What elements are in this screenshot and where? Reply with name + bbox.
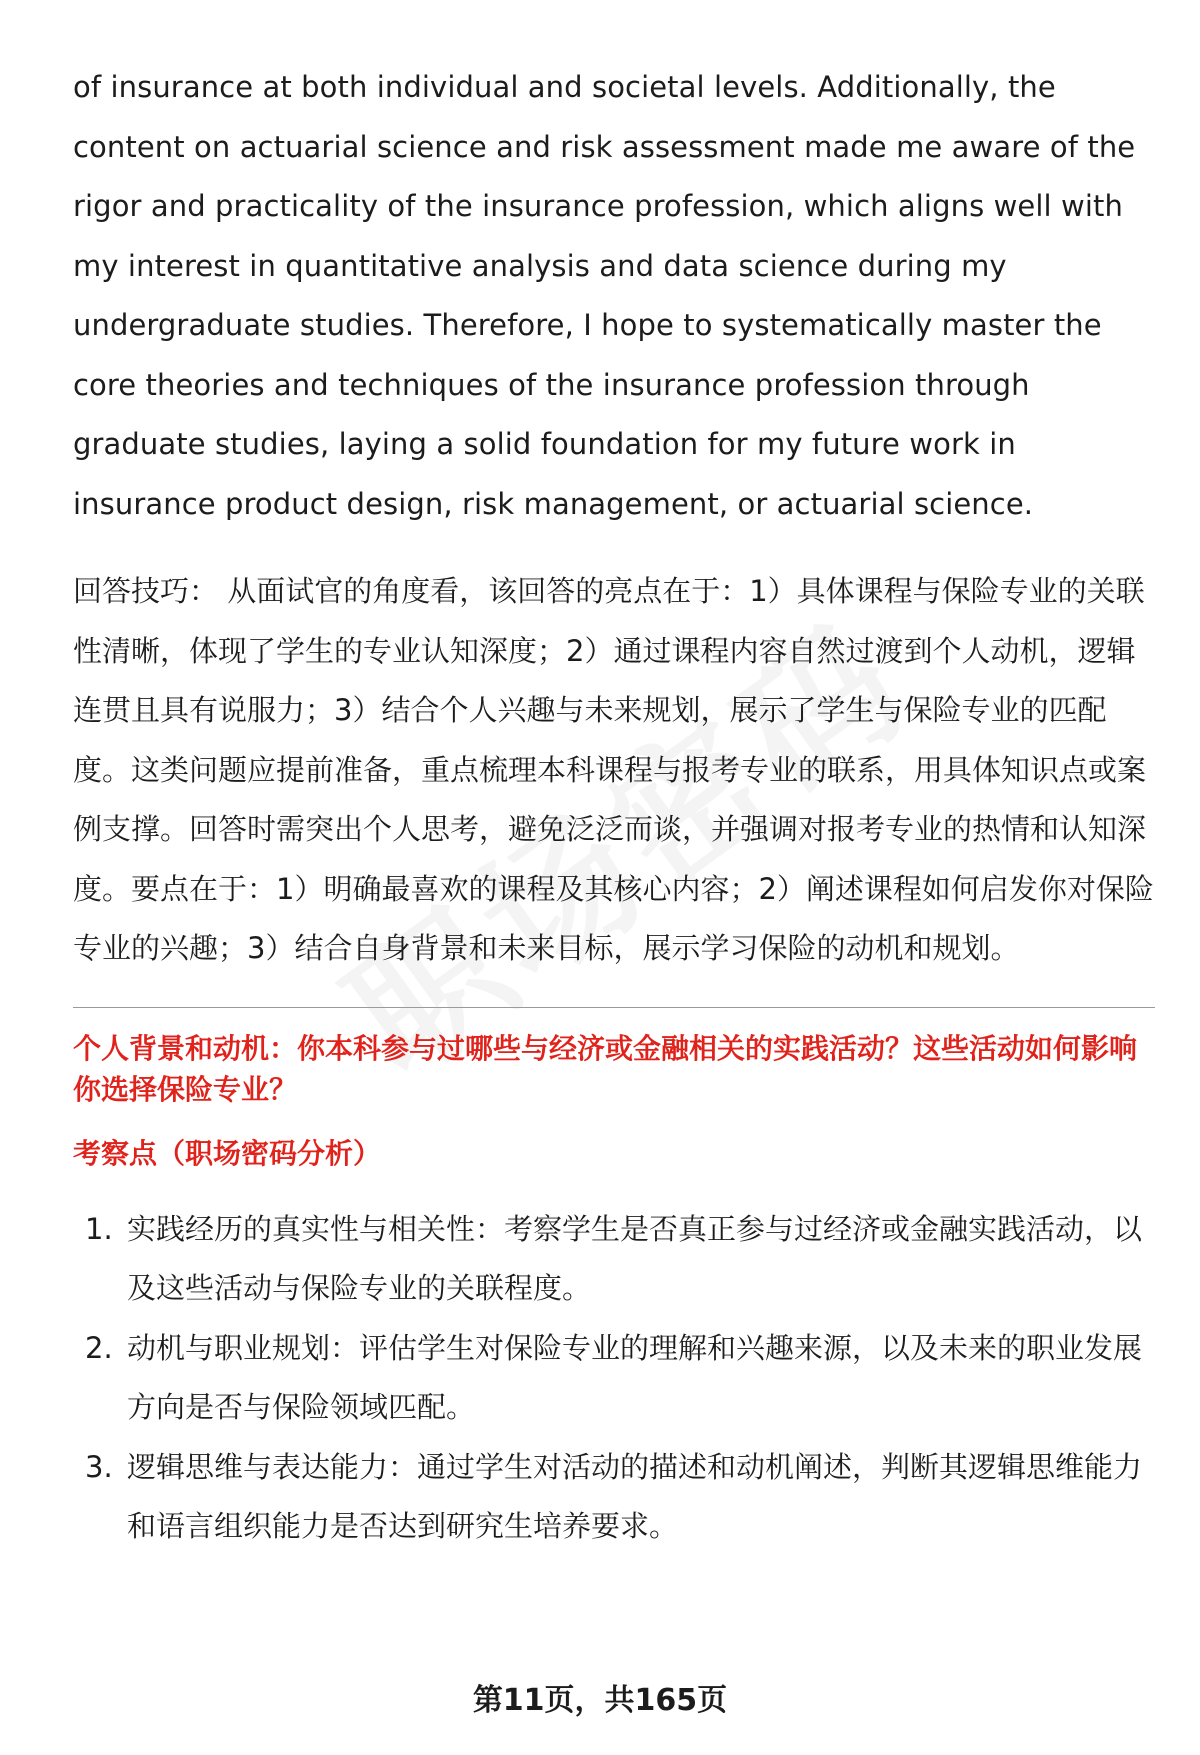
page-footer: 第11页，共165页: [472, 1683, 728, 1718]
list-item-number: 1.: [85, 1211, 113, 1246]
section-divider: [73, 1007, 1155, 1008]
answer-tip-paragraph: 回答技巧： 从面试官的角度看，该回答的亮点在于：1）具体课程与保险专业的关联性清晰，体现了学生的专业认知深度；2）通过课程内容自然过渡到个人动机，逻辑连贯且具有说服力；3）结合个人兴趣与未来规划，展示了学生与保险专业的匹配度。这类问题应提前准备，重点梳理本科课程与报考专业的联系，用具体知识点或案例支撑。回答时需突出个人思考，避免泛泛而谈，并强调对报考专业的热情和认知深度。要点在于：1）明确最喜欢的课程及其核心内容；2）阐述课程如何启发你对保险专业的兴趣；3）结合自身背景和未来目标，展示学习保险的动机和规划。: [73, 574, 1154, 965]
list-item-text: 逻辑思维与表达能力：通过学生对活动的描述和动机阐述，判断其逻辑思维能力和语言组织能力是否达到研究生培养要求。: [127, 1449, 1143, 1543]
question-heading: 个人背景和动机：你本科参与过哪些与经济或金融相关的实践活动？这些活动如何影响你选择保险专业？: [73, 1031, 1138, 1106]
page-content: [73, 58, 1155, 1557]
answer-continuation-paragraph: of insurance at both individual and societal levels. Additionally, the content on actuarial science and risk assessment made me aware of the rigor and practicality of the insurance profession, which aligns well with my interest in quantitative analysis and data science during my undergraduate studies. Therefore, I hope to systematically master the core theories and techniques of the insurance profession through graduate studies, laying a solid foundation for my future work in insurance product design, risk management, or actuarial science.: [73, 70, 1136, 521]
list-item: [73, 1200, 1155, 1319]
list-item: [73, 1438, 1155, 1557]
list-item-number: 3.: [85, 1449, 113, 1484]
list-item-text: 实践经历的真实性与相关性：考察学生是否真正参与过经济或金融实践活动，以及这些活动与保险专业的关联程度。: [127, 1211, 1143, 1305]
list-item: [73, 1319, 1155, 1438]
evaluation-subheading: 考察点（职场密码分析）: [73, 1136, 382, 1170]
list-item-text: 动机与职业规划：评估学生对保险专业的理解和兴趣来源，以及未来的职业发展方向是否与保险领域匹配。: [127, 1330, 1143, 1424]
list-item-number: 2.: [85, 1330, 113, 1365]
evaluation-points-list: [73, 1200, 1155, 1557]
